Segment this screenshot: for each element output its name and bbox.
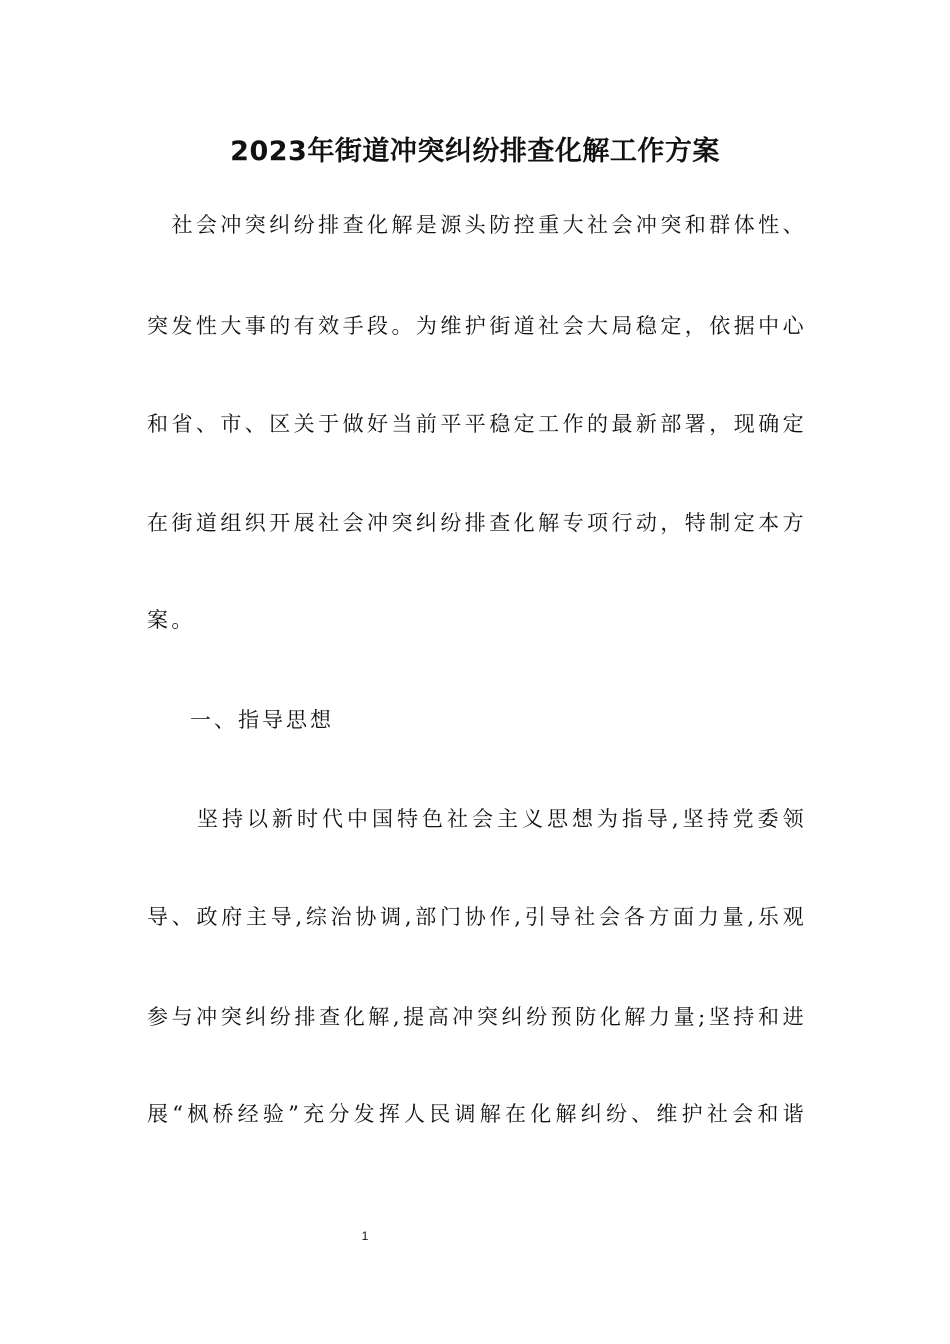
section-heading-guiding-ideology: 一、指导思想 bbox=[190, 708, 334, 732]
document-title: 2023年街道冲突纠纷排查化解工作方案 bbox=[230, 136, 720, 167]
paragraph-1-line-5: 案。 bbox=[147, 608, 196, 632]
page-number: 1 bbox=[361, 1229, 369, 1243]
paragraph-2-line-3: 参与冲突纠纷排查化解,提高冲突纠纷预防化解力量;坚持和进 bbox=[147, 1005, 807, 1029]
paragraph-1-line-1: 社会冲突纠纷排查化解是源头防控重大社会冲突和群体性、 bbox=[147, 213, 807, 237]
paragraph-2-line-2: 导、政府主导,综治协调,部门协作,引导社会各方面力量,乐观 bbox=[147, 905, 807, 929]
paragraph-2-line-1: 坚持以新时代中国特色社会主义思想为指导,坚持党委领 bbox=[147, 807, 807, 831]
paragraph-1-line-2: 突发性大事的有效手段。为维护街道社会大局稳定，依据中心 bbox=[147, 314, 807, 338]
paragraph-2-line-4: 展“枫桥经验”充分发挥人民调解在化解纠纷、维护社会和谐 bbox=[147, 1102, 807, 1126]
paragraph-1-line-4: 在街道组织开展社会冲突纠纷排查化解专项行动，特制定本方 bbox=[147, 511, 807, 535]
paragraph-1-line-3: 和省、市、区关于做好当前平平稳定工作的最新部署，现确定 bbox=[147, 412, 807, 436]
